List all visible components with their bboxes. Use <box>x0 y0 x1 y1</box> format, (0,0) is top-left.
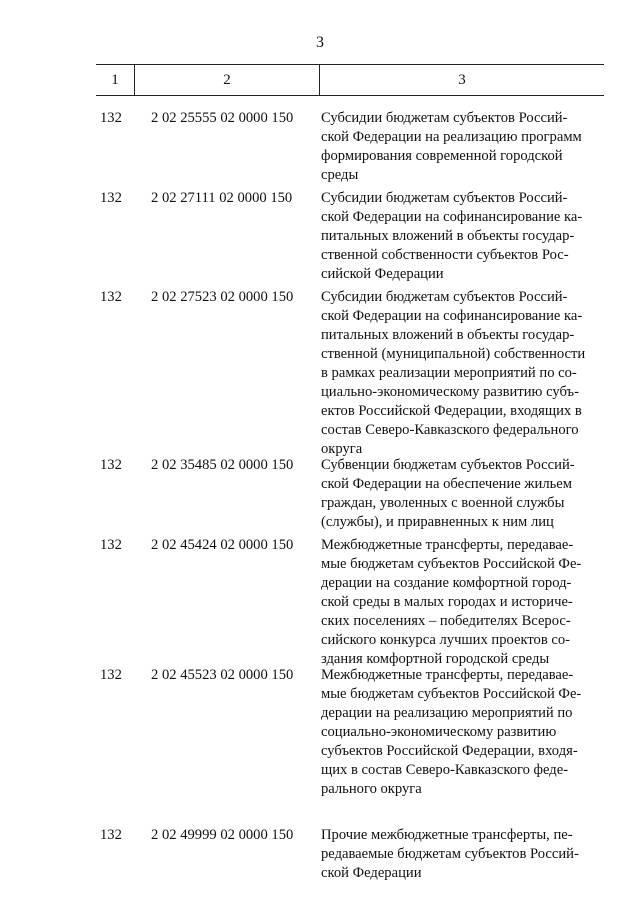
income-description: Межбюджетные трансферты, передавае- мые бюджетам субъектов Российской Фе- дерации на создание комфортной город- ской среды в малых городах и историче- ских поселениях – победителях Всерос- сийского конкурса лучших проектов со- здания комфортной городской среды <box>321 537 582 667</box>
budget-code: 2 02 27111 02 0000 150 <box>151 190 293 206</box>
income-description: Субсидии бюджетам субъектов Россий- ской Федерации на софинансирование ка- питальных вложений в объекты государ- ственной (муниципальной) собственности в рамках реализации мероприятий по со- циально-экономическому развитию субъ- ектов Российской Федерации, входящих в состав Северо-Кавказского федерального округа <box>321 289 586 457</box>
page-number: 3 <box>316 34 324 51</box>
budget-code: 2 02 49999 02 0000 150 <box>151 827 294 843</box>
admin-code: 132 <box>100 110 122 126</box>
income-description: Субвенции бюджетам субъектов Россий- ской Федерации на обеспечение жильем граждан, уволенных с военной службы (службы), и приравненных к ним лиц <box>321 457 575 530</box>
header-col-3: 3 <box>458 72 466 88</box>
admin-code: 132 <box>100 667 122 683</box>
budget-code: 2 02 45424 02 0000 150 <box>151 537 294 553</box>
income-description: Субсидии бюджетам субъектов Россий- ской Федерации на реализацию программ формирования современной городской среды <box>321 110 582 183</box>
header-col-1: 1 <box>111 72 119 88</box>
admin-code: 132 <box>100 537 122 553</box>
budget-code: 2 02 25555 02 0000 150 <box>151 110 294 126</box>
admin-code: 132 <box>100 827 122 843</box>
income-description: Субсидии бюджетам субъектов Россий- ской Федерации на софинансирование ка- питальных вложений в объекты государ- ственной собственности субъектов Рос- сийской Федерации <box>321 190 583 282</box>
admin-code: 132 <box>100 289 122 305</box>
income-description: Межбюджетные трансферты, передавае- мые бюджетам субъектов Российской Фе- дерации на реализацию мероприятий по социально-экономическому развитию субъектов Российской Федерации, входя- щих в состав Северо-Кавказского феде- рального округа <box>321 667 582 797</box>
table-header <box>96 64 604 96</box>
header-col-2: 2 <box>223 72 231 88</box>
admin-code: 132 <box>100 190 122 206</box>
income-description: Прочие межбюджетные трансферты, пе- редаваемые бюджетам субъектов Россий- ской Федерации <box>321 827 579 881</box>
budget-code: 2 02 45523 02 0000 150 <box>151 667 294 683</box>
budget-code: 2 02 27523 02 0000 150 <box>151 289 294 305</box>
budget-code: 2 02 35485 02 0000 150 <box>151 457 294 473</box>
admin-code: 132 <box>100 457 122 473</box>
